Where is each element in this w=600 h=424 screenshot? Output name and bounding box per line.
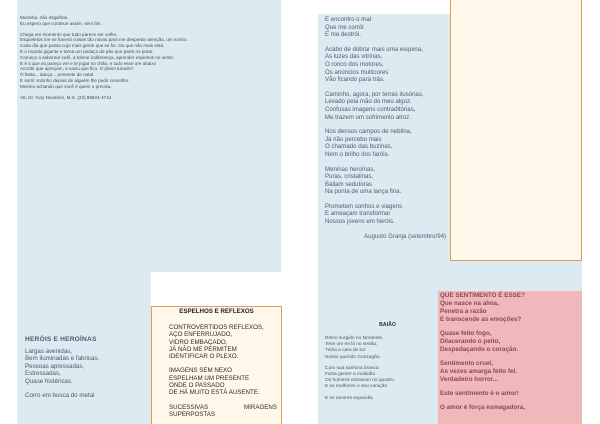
poem-line: JÁ NÃO ME PERMITEM (169, 345, 237, 353)
poem-line: E encontro o mal (325, 16, 372, 23)
poem-line: Tinha a cara de luz (325, 348, 366, 354)
poem-signature: Augusto Granja (setembro/94) (364, 232, 446, 240)
poem-line: Levado pela mão do meu algoz. (325, 98, 412, 106)
poem-line (169, 404, 277, 411)
letter-line: Esqueletos me se haverá coisas tão novas para me despertar atenção, um sonho. (20, 37, 188, 43)
poem-line: Meninas heroínas, (325, 165, 376, 173)
herois-title: HERÓIS E HEROÍNAS (25, 336, 97, 343)
poem-line: Largas avenidas, (25, 348, 73, 355)
poem-line: Despedaçando o coração. (440, 346, 519, 353)
letter-line: Começo a saborear café, a tolerar indiferença, aprender espinhos no vento. (20, 54, 175, 60)
espelhos-poem (151, 306, 282, 424)
poem-line: Puras, cristalinas, (325, 173, 374, 181)
poem-line: SUPERPOSTAS (169, 410, 215, 418)
poem-line: Na ponta de uma lança fina. (325, 188, 402, 196)
poem-line: Teve um rei lá no sertão, (325, 342, 378, 348)
poem-line: ONDE O PASSADO (169, 382, 225, 390)
poem-line: Nos densos campos de neblina, (325, 128, 412, 136)
poem-line: VIDRO EMBAÇADO, (169, 338, 228, 346)
letter-line: Cada dia que passa cujo mais gente que se foi. Ou que não mais está. (20, 43, 165, 49)
poem-line: Este sentimento é o amor! (440, 390, 519, 397)
poem-line: DE HÁ MUITO ESTÁ AUSENTE. (169, 389, 260, 397)
blue-strip (450, 261, 582, 291)
letter-signature: Att, Dr. Yury Novarino, M.S. (22) 99924-4744 (20, 94, 112, 100)
letter-line: Mesmo achando que você é quem o precisa. (20, 83, 112, 89)
poem-line: Bem iluminadas e fabricas, (25, 355, 100, 363)
letter-line: E o mundo gigante e torna um pedaço de pão que parte no prato. (20, 48, 154, 54)
letter-line: E é a que eu pareço ver e te jogar no chão, e tudo esse ore abaixo (20, 60, 157, 66)
empty-orange-frame (450, 0, 582, 261)
poem-line: Dilacerando o peito, (440, 338, 501, 345)
baiao-title: BAIÃO (379, 322, 396, 328)
poem-line: Acabo de dobrar mais uma esquina, (325, 45, 423, 53)
poem-line: Confusas imagens contraditórias, (325, 105, 416, 113)
herois-poem-continued (318, 14, 450, 264)
espelhos-title: ESPELHOS E REFLEXOS (179, 308, 254, 315)
poem-line: Prometem sonhos e viagens (325, 202, 403, 210)
poem-line: E transcende as emoções? (440, 316, 522, 323)
poem-line: Caminho, agora, por terras ilusórias, (325, 90, 424, 98)
poem-line: Quase histéricas. (25, 377, 73, 385)
poem-line: AÇO ENFERRUJADO, (169, 331, 233, 339)
poem-line: Nossos jovens em heróis. (325, 218, 395, 226)
letter-line: Chega um momento que tudo parece ser velho. (20, 31, 118, 37)
poem-line: O amor é força esmagadora, (440, 404, 526, 411)
letter-line: Mussiha, não mlgalhas. (20, 15, 69, 20)
sentimento-title: QUE SENTIMENTO É ESSE? (440, 292, 525, 299)
poem-line: Verdadeiro horror... (440, 376, 499, 383)
poem-line: Bailam sedutoras (325, 180, 373, 188)
poem-line: Nem o brilho dos faróis. (325, 150, 390, 158)
poem-line: Corro em busca do metal (25, 392, 95, 400)
poem-line: Nosso querido Gonzagão. (325, 354, 381, 360)
poem-line: Quase feito fogo, (440, 330, 492, 337)
poem-line: Que me corrói (325, 23, 364, 31)
poem-line: O ronco dos motores, (325, 60, 384, 68)
poem-line: CONTROVERTIDOS REFLEXOS, (169, 324, 264, 331)
poem-word: SUCESSIVAS (169, 403, 209, 411)
poem-line: Pessoas apressadas, (25, 362, 85, 370)
poem-line: E ameaçam transformar (325, 210, 391, 218)
poem-line: Já não percebo mais (325, 135, 382, 143)
poem-line: E os amores expandia (325, 395, 373, 401)
poem-line: E as mulheres o seu coração (325, 384, 388, 390)
herois-poem (17, 272, 151, 424)
poem-line: As vezes amarga feito fel. (440, 368, 517, 375)
sentimento-poem (438, 291, 582, 424)
letter-line: E sorrir sozinho depois de alguém lhe pedir conselho. (20, 77, 130, 83)
poem-line: IMAGENS SEM NEXO (169, 367, 232, 375)
letter-line: Acrottir que apreçam, e vazio que fico. O plano tunado? (20, 66, 134, 72)
poem-line: Os anúncios multicores (325, 68, 389, 76)
poem-line: Que nasce na alma, (440, 300, 499, 307)
poem-word: MIRAGENS (243, 403, 277, 411)
poem-line: Penetra a razão (440, 308, 487, 315)
poem-line: E me destrói. (325, 31, 361, 39)
poem-line: IDENTIFICAR O PLEXO. (169, 353, 239, 361)
poem-line: Estressadas, (25, 370, 61, 378)
poem-line: Vão ficando para trás. (325, 76, 385, 84)
poem-line: ESPELHAM UM PRESENTE (169, 374, 250, 382)
poem-line: As luzes das vitrinas, (325, 53, 383, 61)
letter-column (17, 0, 281, 272)
poem-line: Fazia gemer a multidão (325, 372, 376, 378)
letter-line: Ó festa... dança... presente de natal. (20, 72, 95, 78)
poem-line: Os homens entravam no quadro (325, 378, 394, 384)
letter-line: Eu espero que continue assim, sem fim. (20, 20, 102, 26)
poem-line: Com sua sanfona branca (325, 365, 379, 371)
baiao-poem (318, 264, 450, 424)
poem-line: Ritmo surgido no Nordeste, (325, 336, 384, 341)
poem-line: O chamado das buzinas, (325, 143, 393, 151)
poem-line: Sentimento cruel, (440, 360, 493, 367)
poem-line: Me trazem um sofrimento atroz. (325, 113, 412, 121)
